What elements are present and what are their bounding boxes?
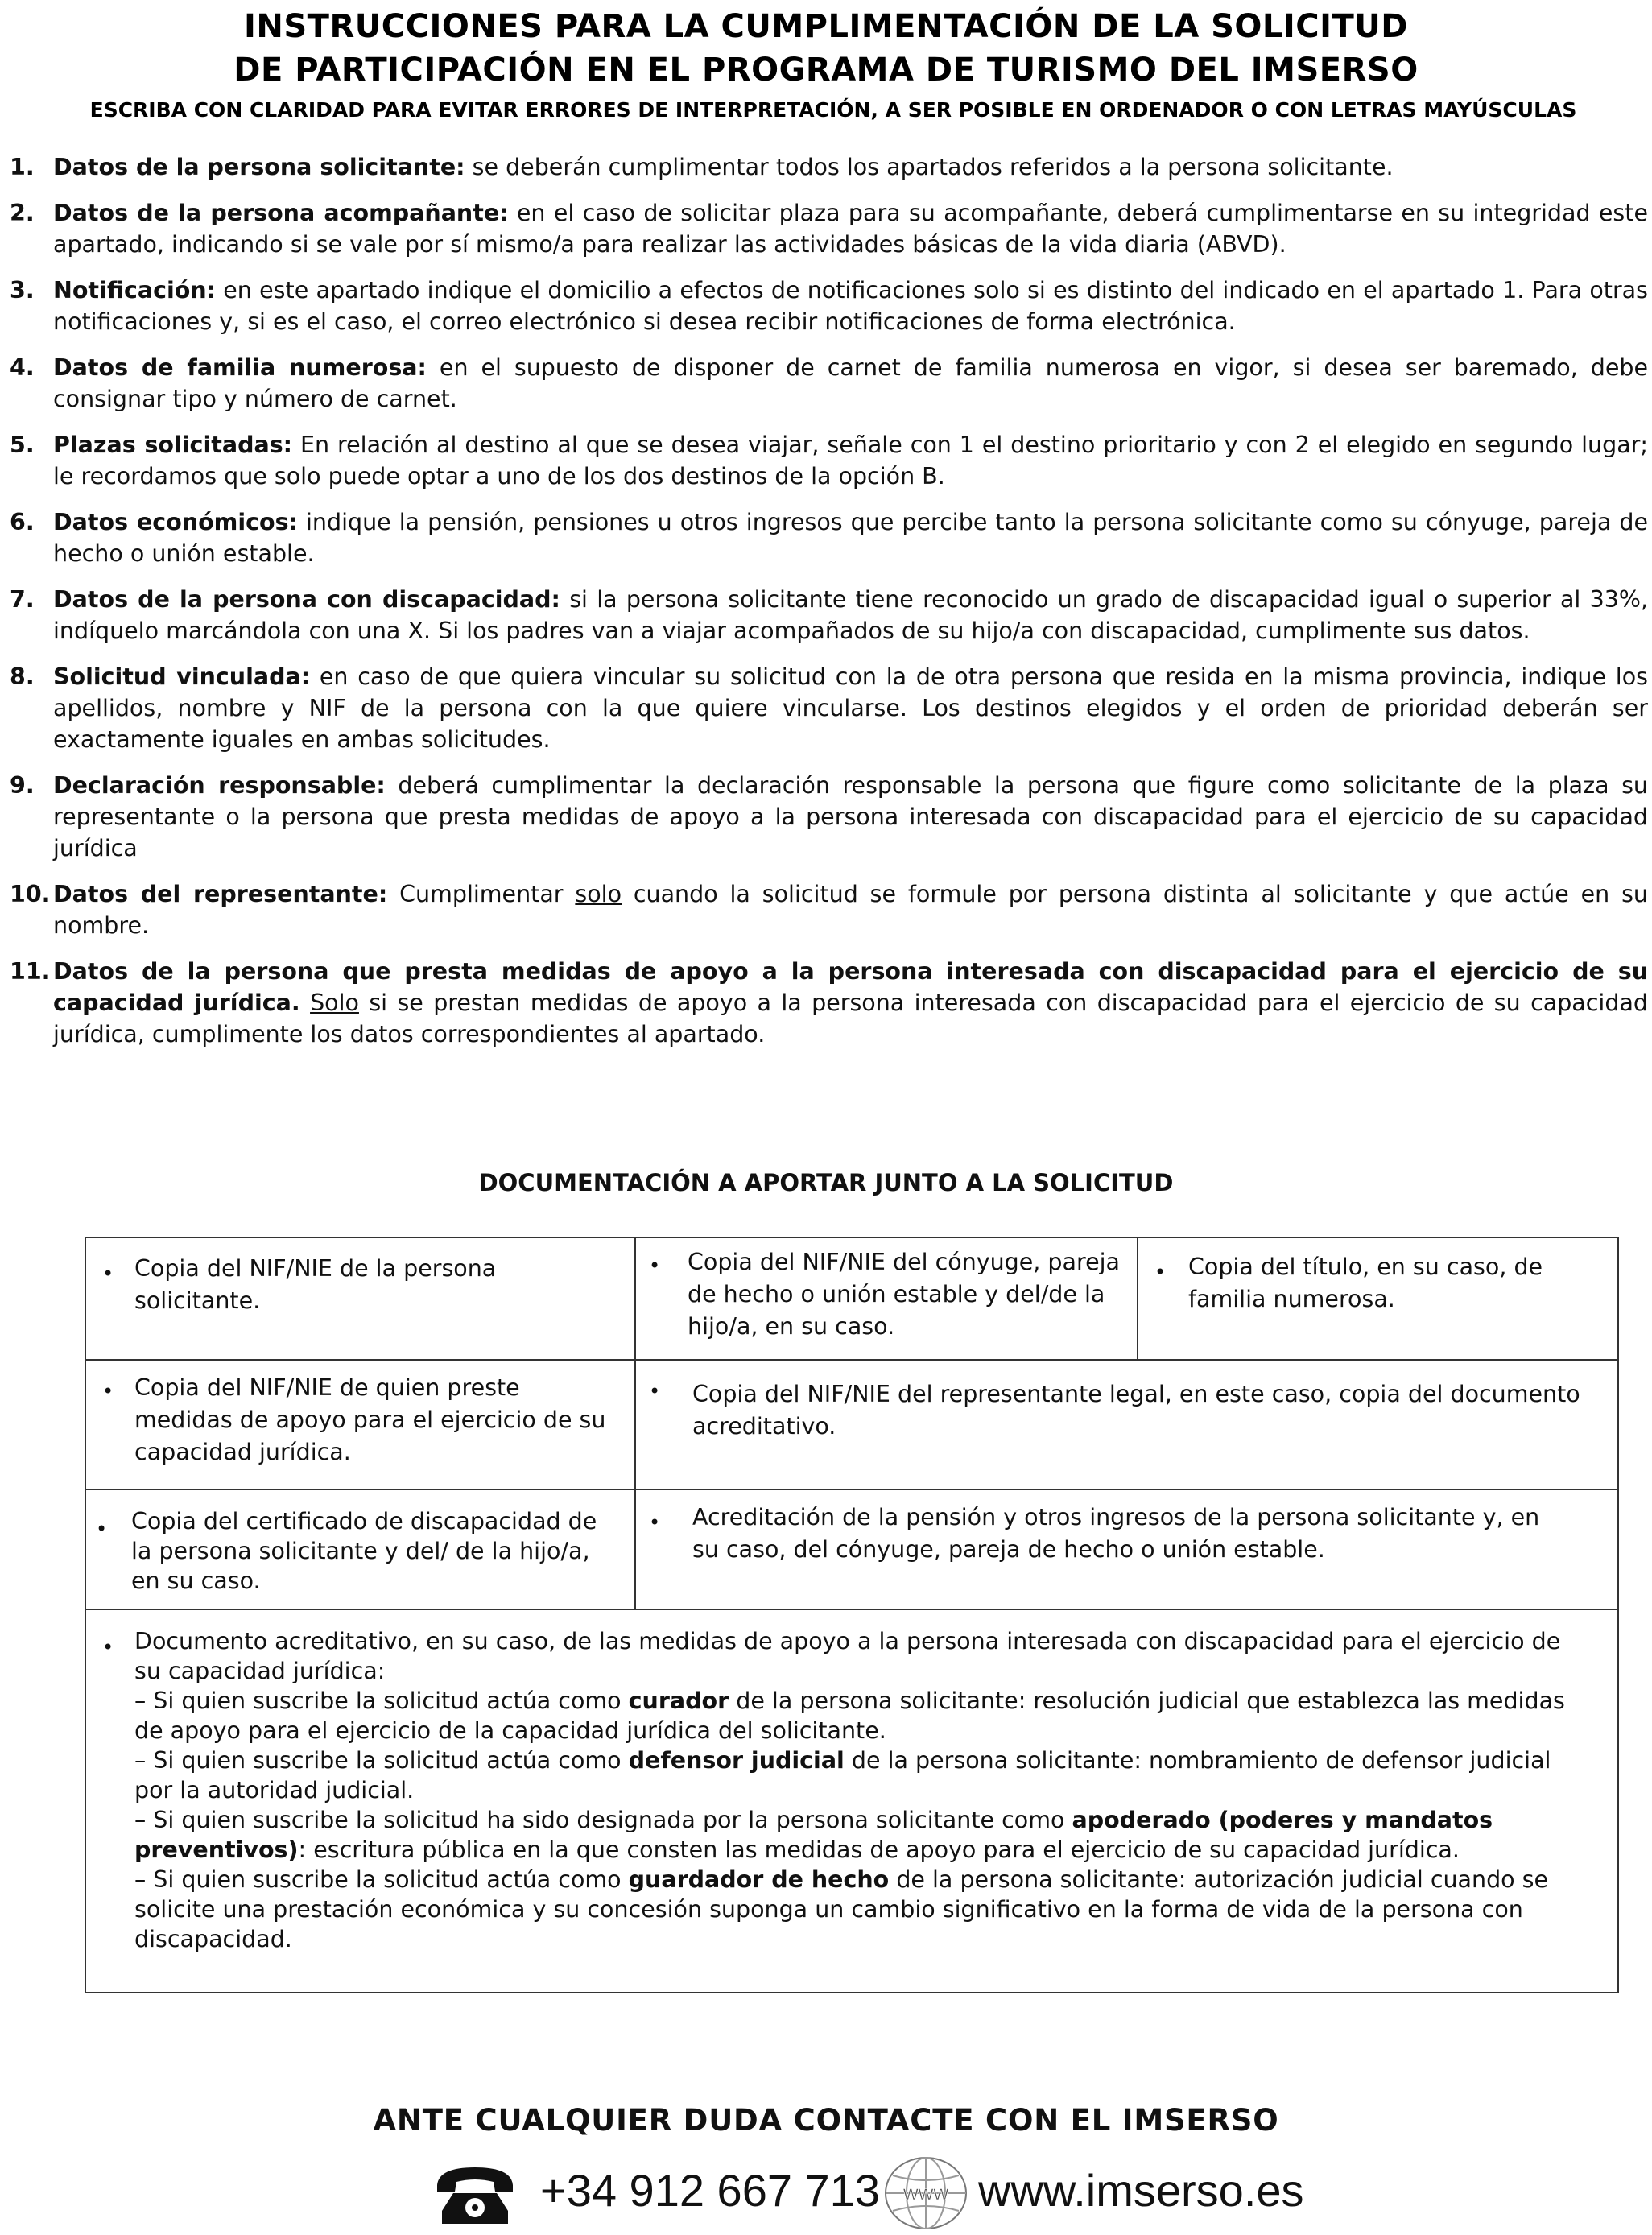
support-measures-item <box>134 1865 1577 1954</box>
item-heading: Solicitud vinculada: <box>53 663 311 690</box>
document-cell <box>636 1361 1617 1489</box>
item-text: deberá cumplimentar la declaración responsable la persona que figure como solicitante de la plaza su representante o la persona que presta medidas de apoyo a la persona interesada con discapacidad para el ejercicio de su capacidad jurídica <box>53 772 1648 861</box>
item-text: en el caso de solicitar plaza para su acompañante, deberá cumplimentarse en su integridad este apartado, indicando si se vale por sí mismo/a para realizar las actividades básicas de la vida diaria (ABVD). <box>53 200 1648 258</box>
item-text: si la persona solicitante tiene reconocido un grado de discapacidad igual o superior al 33%, indíquelo marcándola con una X. Si los padres van a viajar acompañados de su hijo/a con discapacidad, cumplimente sus datos. <box>53 586 1648 644</box>
item-number: 10. <box>10 881 51 907</box>
document-requirement: Acreditación de la pensión y otros ingresos de la persona solicitante y, en su caso, del cónyuge, pareja de hecho o unión estable. <box>692 1504 1540 1563</box>
item-text: si se prestan medidas de apoyo a la persona interesada con discapacidad para el ejercicio de su capacidad jurídica, cumplimente los datos correspondientes al apartado. <box>53 989 1648 1047</box>
item-pre: – Si quien suscribe la solicitud ha sido designada por la persona solicitante como <box>134 1807 1072 1833</box>
page-subtitle: ESCRIBA CON CLARIDAD PARA EVITAR ERRORES DE INTERPRETACIÓN, A SER POSIBLE EN ORDENADOR O CON LETRAS MAYÚSCULAS <box>89 98 1577 122</box>
item-underlined-word: solo <box>575 881 622 907</box>
item-heading: Datos de la persona acompañante: <box>53 200 509 226</box>
item-number: 5. <box>10 432 35 458</box>
item-number: 6. <box>10 509 35 535</box>
document-requirement: Copia del NIF/NIE del representante legal, en este caso, copia del documento acreditativo. <box>692 1381 1580 1440</box>
item-number: 3. <box>10 277 35 304</box>
support-measures-item <box>134 1805 1577 1865</box>
document-cell-support-measures <box>86 1610 1617 1992</box>
item-pre: – Si quien suscribe la solicitud actúa como <box>134 1747 629 1774</box>
item-heading: Datos económicos: <box>53 509 298 535</box>
document-cell <box>86 1490 634 1609</box>
phone-number[interactable]: +34 912 667 713 <box>540 2165 880 2216</box>
bullet: • <box>649 1511 661 1534</box>
instruction-item <box>0 275 1652 337</box>
item-post: de la persona solicitante: autorización judicial cuando se solicite una prestación económica y su concesión suponga un cambio significativo en la forma de vida de la persona con discapacidad. <box>134 1866 1549 1952</box>
instruction-item <box>0 151 1652 183</box>
item-pre: – Si quien suscribe la solicitud actúa como <box>134 1866 629 1893</box>
item-heading: Datos de la persona solicitante: <box>53 154 465 180</box>
bullet: • <box>102 1636 114 1659</box>
item-number: 4. <box>10 354 35 381</box>
document-cell <box>1138 1238 1617 1359</box>
document-requirement: Copia del NIF/NIE del cónyuge, pareja de hecho o unión estable y del/de la hijo/a, en su caso. <box>688 1249 1120 1340</box>
instruction-item <box>0 197 1652 260</box>
contact-heading: ANTE CUALQUIER DUDA CONTACTE CON EL IMSERSO <box>373 2103 1279 2138</box>
document-requirement: Copia del certificado de discapacidad de la persona solicitante y del/ de la hijo/a, en su caso. <box>131 1508 597 1594</box>
item-text: indique la pensión, pensiones u otros ingresos que percibe tanto la persona solicitante como su cónyuge, pareja de hecho o unión estable. <box>53 509 1649 567</box>
item-text: se deberán cumplimentar todos los apartados referidos a la persona solicitante. <box>465 154 1394 180</box>
document-cell <box>636 1490 1617 1609</box>
item-post: de la persona solicitante: nombramiento de defensor judicial por la autoridad judicial. <box>134 1747 1551 1803</box>
document-requirement: Copia del título, en su caso, de familia numerosa. <box>1188 1254 1543 1312</box>
item-text-before <box>300 989 310 1016</box>
item-number: 2. <box>10 200 35 226</box>
item-text-before: Cumplimentar <box>387 881 576 907</box>
item-number: 7. <box>10 586 35 613</box>
item-post: de la persona solicitante: resolución judicial que establezca las medidas de apoyo para el ejercicio de la capacidad jurídica del solicitante. <box>134 1688 1565 1744</box>
item-number: 1. <box>10 154 35 180</box>
item-text: en el supuesto de disponer de carnet de familia numerosa en vigor, si desea ser baremado, debe consignar tipo y número de carnet. <box>53 354 1648 412</box>
item-role: guardador de hecho <box>628 1866 890 1893</box>
item-underlined-word: Solo <box>310 989 359 1016</box>
item-text: cuando la solicitud se formule por persona distinta al solicitante y que actúe en su nombre. <box>53 881 1648 939</box>
instruction-item <box>0 661 1652 755</box>
documentation-table <box>85 1237 1619 1993</box>
document-cell <box>86 1361 634 1489</box>
bullet: • <box>649 1380 661 1403</box>
item-text: en caso de que quiera vincular su solicitud con la de otra persona que resida en la misma provincia, indique los apellidos, nombre y NIF de la persona con la que quiere vincularse. Los destinos elegidos y el orden de prioridad deberán ser exactamente iguales en ambas solicitudes. <box>53 663 1648 753</box>
bullet: • <box>102 1380 114 1403</box>
item-heading: Datos del representante: <box>53 881 388 907</box>
bullet: • <box>1154 1261 1167 1283</box>
document-requirement: Copia del NIF/NIE de la persona solicitante. <box>134 1255 497 1314</box>
instruction-item <box>0 956 1652 1050</box>
item-role: curador <box>628 1688 729 1714</box>
support-measures-intro: Documento acreditativo, en su caso, de las medidas de apoyo a la persona interesada con discapacidad para el ejercicio de su capacidad jurídica: <box>134 1628 1561 1684</box>
item-pre: – Si quien suscribe la solicitud actúa como <box>134 1688 629 1714</box>
documentation-heading: DOCUMENTACIÓN A APORTAR JUNTO A LA SOLICITUD <box>478 1169 1174 1196</box>
item-heading: Declaración responsable: <box>53 772 386 799</box>
instruction-item <box>0 584 1652 647</box>
item-role: defensor judicial <box>628 1747 845 1774</box>
page-title-line1: INSTRUCCIONES PARA LA CUMPLIMENTACIÓN DE LA SOLICITUD <box>244 8 1408 45</box>
www-icon-label: www <box>902 2180 949 2204</box>
item-text: en este apartado indique el domicilio a efectos de notificaciones solo si es distinto del indicado en el apartado 1. Para otras notificaciones y, si es el caso, el correo electrónico si desea recibir notificaciones de forma electrónica. <box>53 277 1648 335</box>
support-measures-item <box>134 1686 1577 1745</box>
item-number: 8. <box>10 663 35 690</box>
bullet: • <box>96 1518 108 1540</box>
document-cell <box>86 1238 634 1359</box>
bullet: • <box>649 1254 661 1277</box>
support-measures-item <box>134 1745 1577 1805</box>
website-link[interactable]: www.imserso.es <box>978 2165 1304 2216</box>
page-title-line2: DE PARTICIPACIÓN EN EL PROGRAMA DE TURISMO DEL IMSERSO <box>233 52 1419 89</box>
item-heading: Datos de la persona con discapacidad: <box>53 586 560 613</box>
item-heading: Plazas solicitadas: <box>53 432 293 458</box>
instruction-item <box>0 506 1652 569</box>
item-text: En relación al destino al que se desea viajar, señale con 1 el destino prioritario y con 2 el elegido en segundo lugar; le recordamos que solo puede optar a uno de los dos destinos de la opción B. <box>53 432 1648 490</box>
globe-www-icon <box>882 2154 970 2232</box>
item-heading: Datos de la persona que presta medidas de apoyo a la persona interesada con discapacidad para el ejercicio de su capacidad jurídica. <box>53 958 1648 1016</box>
instruction-item <box>0 352 1652 415</box>
item-number: 9. <box>10 772 35 799</box>
telephone-icon <box>431 2161 519 2227</box>
item-heading: Notificación: <box>53 277 217 304</box>
document-cell <box>636 1238 1137 1359</box>
item-number: 11. <box>10 958 51 985</box>
instruction-item <box>0 878 1652 941</box>
document-requirement: Copia del NIF/NIE de quien preste medidas de apoyo para el ejercicio de su capacidad jurídica. <box>134 1374 606 1465</box>
item-post: : escritura pública en la que consten las medidas de apoyo para el ejercicio de su capacidad jurídica. <box>298 1836 1460 1863</box>
instruction-item <box>0 429 1652 492</box>
instructions-list <box>0 151 1652 1064</box>
support-measures-text <box>134 1626 1577 1954</box>
instruction-item <box>0 770 1652 864</box>
bullet: • <box>102 1262 114 1285</box>
item-role: apoderado (poderes y mandatos preventivos) <box>134 1807 1493 1863</box>
item-heading: Datos de familia numerosa: <box>53 354 427 381</box>
